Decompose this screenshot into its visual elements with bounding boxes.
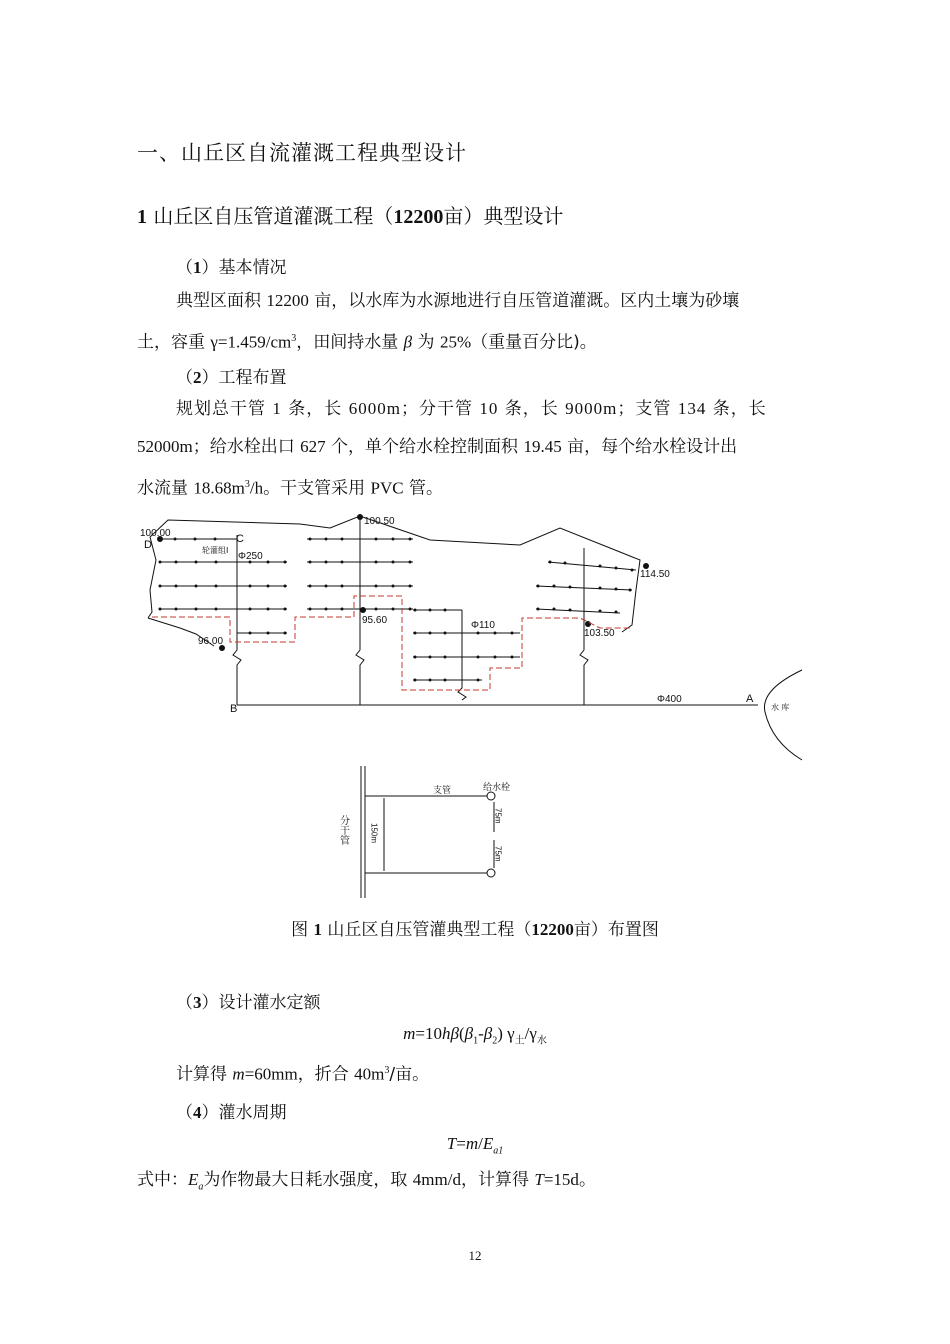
irrigation-layout-figure xyxy=(130,510,810,770)
elevation-label-2: 100.50 xyxy=(364,516,395,527)
elevation-label-5: 103.50 xyxy=(584,628,615,639)
pipe-diameter-110: Φ110 xyxy=(471,620,495,631)
quota-result: 计算得 m=60mm，折合 $40m^3/$亩。 xyxy=(176,1064,430,1085)
chapter-heading: 一、山丘区自流灌溉工程典型设计 xyxy=(137,141,467,165)
pipe-diameter-400: Φ400 xyxy=(657,694,682,705)
rotation-group-label: 轮灌组Ⅰ xyxy=(202,546,229,555)
elevation-label-6: 96.00 xyxy=(198,636,224,647)
point-label-d: D xyxy=(144,539,152,551)
irrigation-quota-formula: $m=10h\beta(\beta_1-\beta_2)$ $\gamma_土/\gamma_水$ xyxy=(403,1024,547,1047)
pipe-diameter-250: Φ250 xyxy=(238,551,263,562)
paragraph-basic-info: 典型区面积 12200 亩，以水库为水源地进行自压管道灌溉。区内土壤为砂壤 土，容重 $\gamma=1.459/cm^3$，田间持水量 β 为 25%（重量百分比)。 xyxy=(137,291,740,353)
reservoir-label: 水 库 xyxy=(771,703,790,712)
figure-caption: 图 1 山丘区自压管灌典型工程（12200亩）布置图 xyxy=(291,920,659,940)
lateral-pipes xyxy=(160,539,636,680)
elevation-label-3: 114.50 xyxy=(640,569,670,580)
spacing-label-75-bottom: 75m xyxy=(493,846,503,862)
area-boundary-top xyxy=(150,516,640,632)
irrigation-cycle-formula: $T=m/E_{a1}$ xyxy=(446,1134,504,1157)
hydrant-label: 给水栓 xyxy=(483,782,511,792)
page-number: 12 xyxy=(468,1248,482,1263)
subsection-1-heading: （1）基本情况 xyxy=(176,258,287,278)
subsection-3-heading: （3）设计灌水定额 xyxy=(176,993,321,1013)
point-label-c: C xyxy=(236,533,244,545)
elevation-label-4: 95.60 xyxy=(362,615,388,626)
branch-main-label: 分干管 xyxy=(337,815,349,845)
point-label-b: B xyxy=(230,703,238,715)
spacing-label-75-top: 75m xyxy=(493,808,503,824)
subsection-2-heading: （2）工程布置 xyxy=(176,368,287,388)
reservoir-outline xyxy=(764,670,802,760)
section-heading: 1 山丘区自压管道灌溉工程（12200亩）典型设计 xyxy=(137,204,564,228)
hydrant-detail-figure xyxy=(335,762,525,902)
lateral-label: 支管 xyxy=(433,785,452,795)
cycle-result: 式中：$E_a$为作物最大日耗水强度，取 4mm/d，计算得 T=15d。 xyxy=(137,1170,596,1193)
paragraph-layout: 规划总干管 1 条，长 6000m；分干管 10 条，长 9000m；支管 134 条，长 52000m；给水栓出口 627 个，单个给水栓控制面积 19.45 亩，每个给水栓设计出 水流量 $18.68m^3/h$。干支管采用 PVC 管。 xyxy=(137,399,767,499)
spacing-label-150: 150m xyxy=(369,823,379,844)
subsection-4-heading: （4）灌水周期 xyxy=(176,1103,287,1123)
point-label-a: A xyxy=(746,693,754,705)
elevation-label-1: 100.00 xyxy=(140,528,171,539)
branch-main-mid2 xyxy=(458,610,466,700)
